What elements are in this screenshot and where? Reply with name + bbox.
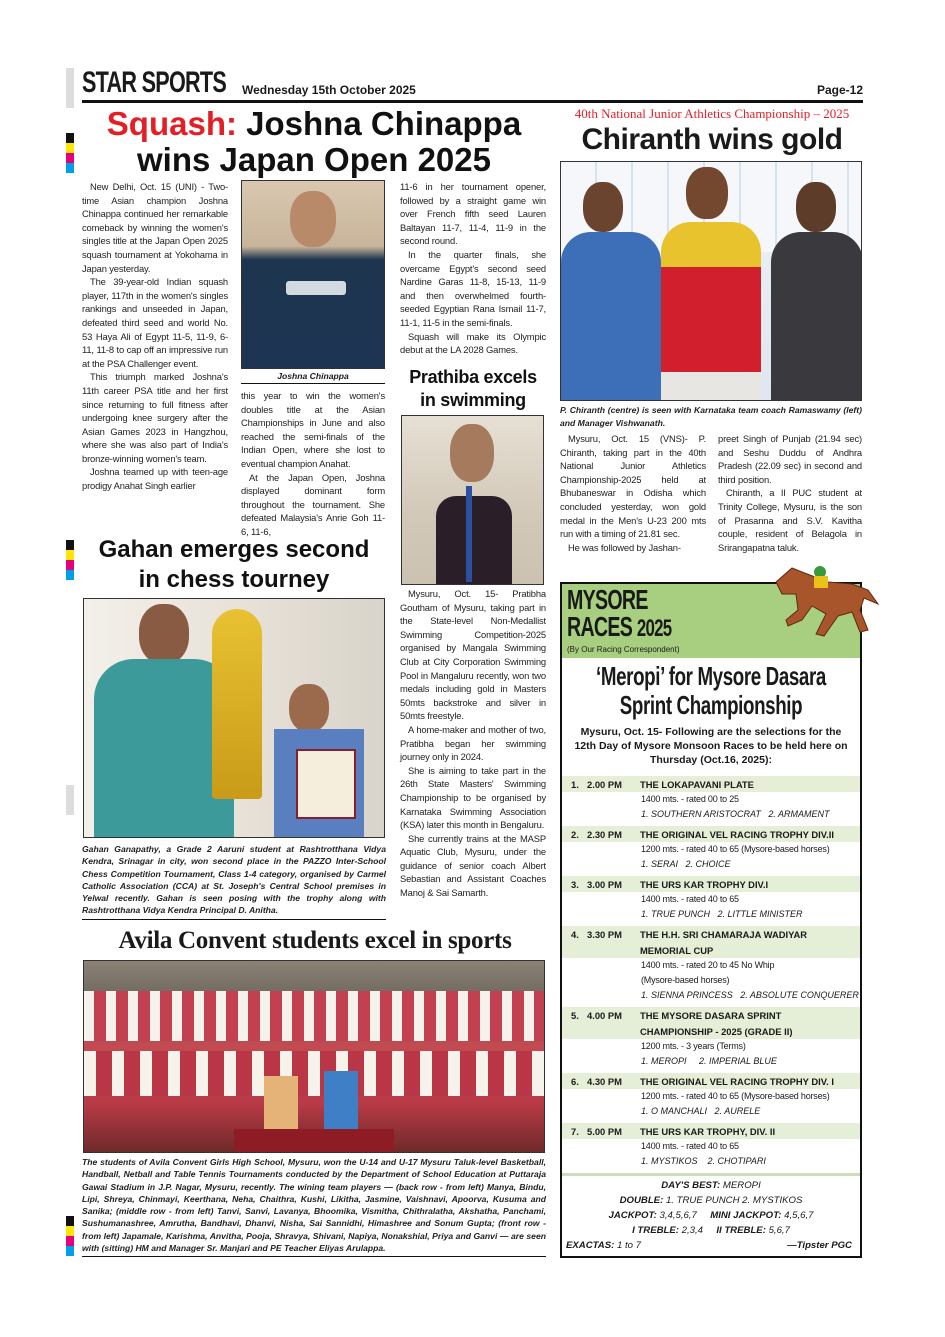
page-number: Page-12 [816, 83, 863, 97]
paragraph: 2025 [636, 615, 672, 642]
race-number: 4. [571, 928, 579, 940]
paragraph: Mysuru, Oct. 15 (VNS)- P. Chiranth, taking part in the 40th National Junior Athletics Championship-2025 held at Bhubaneswar in Odisha which concluded yesterday, won gold medal in the Men's U-23 200 mts run with a timing of 21.81 sec. [560, 433, 706, 540]
paragraph: MEROPI [722, 1180, 761, 1191]
race-entry [562, 926, 860, 1003]
paragraph: 1. TRUE PUNCH 2. MYSTIKOS [665, 1195, 803, 1206]
race-entry [562, 776, 860, 822]
paragraph: At the Japan Open, Joshna displayed dominant form throughout the tournament. She defeated Malaysia's Anrie Goh 11-6, 11-6, [241, 471, 385, 537]
racehorse-icon [768, 560, 880, 646]
race-name: CHAMPIONSHIP - 2025 (GRADE II) [640, 1025, 793, 1037]
paragraph: 3,4,5,6,7 [659, 1210, 697, 1221]
header-rule [82, 100, 863, 103]
registration-bar [66, 68, 74, 108]
race-name: THE MYSORE DASARA SPRINT [640, 1009, 782, 1021]
headline-part: wins Japan Open 2025 [137, 141, 491, 178]
avila-headline: Avila Convent students excel in sports [118, 927, 512, 954]
race-name: MEMORIAL CUP [640, 944, 714, 956]
chiranth-photo [560, 161, 862, 401]
paragraph: MYSORE [567, 584, 648, 615]
race-entry [562, 876, 860, 922]
athletics-col1 [560, 432, 706, 554]
race-name: THE URS KAR TROPHY, DIV. II [640, 1125, 776, 1137]
paragraph: DOUBLE: [619, 1195, 664, 1206]
race-name: THE H.H. SRI CHAMARAJA WADIYAR [640, 928, 808, 940]
squash-col2 [241, 389, 385, 539]
paragraph: Gahan emerges second [98, 536, 370, 563]
paragraph: preet Singh of Punjab (21.94 sec) and Seshu Duddu of Andhra Pradesh (22.09 sec) in second and third position. [718, 433, 862, 485]
race-entry [562, 826, 860, 872]
race-number: 3. [571, 878, 579, 890]
race-tips: 1. MEROPI 2. IMPERIAL BLUE [641, 1056, 777, 1066]
swimming-headline [396, 366, 550, 412]
masthead: STAR SPORTS [82, 66, 227, 99]
race-details: 1400 mts. - rated 40 to 65 [641, 894, 739, 904]
headline-part: Joshna Chinappa [236, 105, 522, 142]
paragraph: Prathiba excels [409, 367, 537, 387]
race-tips: 1. O MANCHALI 2. AURELE [641, 1106, 761, 1116]
race-time: 4.00 PM [587, 1009, 622, 1021]
athletics-headline: Chiranth wins gold [581, 123, 843, 156]
race-tips: 1. TRUE PUNCH 2. LITTLE MINISTER [641, 909, 803, 919]
pratibha-photo [401, 415, 544, 585]
paragraph: Sprint Championship [619, 690, 803, 720]
race-header [562, 776, 860, 792]
headline-red-part: Squash: [106, 105, 237, 142]
athletics-kicker: 40th National Junior Athletics Championship – 2025 [574, 106, 850, 121]
issue-date: Wednesday 15th October 2025 [242, 83, 416, 97]
paragraph: 5,6,7 [768, 1225, 790, 1236]
race-time: 2.30 PM [587, 828, 622, 840]
paragraph: She currently trains at the MASP Aquatic Club, Mysuru, under the guidance of senior coach Albert Sebastian and Assistant Coaches Manoj & Sai Samarth. [400, 832, 546, 899]
paragraph: Squash will make its Olympic debut at the LA 2028 Games. [400, 330, 546, 356]
race-header [562, 1023, 860, 1039]
swimming-body [400, 587, 546, 900]
photo-caption: Joshna Chinappa [241, 371, 385, 384]
asics-logo [286, 281, 346, 295]
paragraph: RACES [567, 611, 633, 642]
race-number: 2. [571, 828, 579, 840]
paragraph: DAY'S BEST: [661, 1180, 721, 1191]
paragraph: This triumph marked Joshna's 11th career PSA title and her first since returning to full fitness after undergoing knee surgery after the Asian Games 2023 in Hangzhou, where she was also part of India's bronze-winning women's team. [82, 371, 228, 464]
races-title [567, 586, 671, 642]
paragraph: Joshna teamed up with teen-age prodigy Anahat Singh earlier [82, 466, 228, 492]
paragraph: I TREBLE: [632, 1225, 679, 1236]
paragraph: EXACTAS: [566, 1240, 615, 1251]
race-number: 6. [571, 1075, 579, 1087]
races-byline: (By Our Racing Correspondent) [567, 645, 680, 654]
race-entry [562, 1073, 860, 1119]
race-number: 5. [571, 1009, 579, 1021]
paragraph: JACKPOT: [608, 1210, 657, 1221]
paragraph: MINI JACKPOT: [710, 1210, 782, 1221]
race-details: 1200 mts. - rated 40 to 65 (Mysore-based horses) [641, 1091, 830, 1101]
paragraph: this year to win the women's doubles title at the Asian Championships in June and also reached the semi-finals of the Indian Open, where she lost to eventual champion Anahat. [241, 390, 385, 469]
paragraph: New Delhi, Oct. 15 (UNI) - Two-time Asian champion Joshna Chinappa continued her remarkable comeback by winning the women's singles title at the Japan Open 2025 squash tournament at Yokohama in Japan yesterday. [82, 181, 228, 274]
race-time: 2.00 PM [587, 778, 622, 790]
race-details: 1400 mts. - rated 20 to 45 No Whip [641, 960, 775, 970]
squash-col1 [82, 180, 228, 493]
squash-headline [78, 106, 550, 178]
paragraph: in swimming [420, 390, 526, 410]
avila-caption: The students of Avila Convent Girls High School, Mysuru, won the U-14 and U-17 Mysuru Taluk-level Basketball, Handball, Netball and Table Tennis Tournaments conducted by the Department of School Education at Puttaraja Gawai Stadium in J.P. Nagar, Mysuru, recently. The wining team players — (back row - from left) Manya, Bindu, Lipi, Shreya, Chinmayi, Keerthana, Neha, Chaithra, Kushi, Likitha, Jasmine, Vaishnavi, Apoorva, Kusuma and Sanika; (middle row - from left) Tanvi, Sanvi, Lavanya, Bhoomika, Vismitha, Chithralatha, Akshatha, Panchami, Sushumanashree, Amrutha, Bandhavi, Dhanvi, Nisha, Sai Sannidhi, Himashree and Sonum Gupta; (front row - from left) Japamale, Karishma, Anvitha, Pooja, Shravya, Shivani, Napiya, Nonakshial, Priya and Ganvi — are seen with (sitting) HM and Manager Sr. Manjari and PE Teacher Eliyas Arulappa. [82, 1156, 546, 1257]
race-header [562, 1073, 860, 1089]
race-time: 5.00 PM [587, 1125, 622, 1137]
paragraph: He was followed by Jashan- [568, 541, 681, 553]
paragraph: 11-6 in her tournament opener, followed by a straight game win over French fifth seed Lauren Baltayan 11-7, 11-4, 11-9 in the second round. [400, 181, 546, 247]
joshna-chinappa-photo [241, 180, 385, 369]
squash-col3 [400, 180, 546, 357]
paragraph: —Tipster PGC [787, 1240, 852, 1251]
paragraph: 1 to 7 [617, 1240, 642, 1251]
race-header [562, 826, 860, 842]
race-number: 1. [571, 778, 579, 790]
race-time: 4.30 PM [587, 1075, 622, 1087]
paragraph: ‘Meropi’ for Mysore Dasara [596, 661, 826, 691]
paragraph: 4,5,6,7 [784, 1210, 814, 1221]
race-number: 7. [571, 1125, 579, 1137]
race-name: THE ORIGINAL VEL RACING TROPHY DIV.II [640, 828, 834, 840]
certificate [296, 749, 356, 819]
race-time: 3.00 PM [587, 878, 622, 890]
race-tips: 1. MYSTIKOS 2. CHOTIPARI [641, 1156, 766, 1166]
race-header [562, 1007, 860, 1023]
race-entries [562, 776, 860, 1169]
race-details: 1200 mts. - 3 years (Terms) [641, 1041, 746, 1051]
races-intro: Mysuru, Oct. 15- Following are the selections for the 12th Day of Mysore Monsoon Races to be held here on Thursday (Oct.16, 2025): [574, 726, 848, 766]
race-entry [562, 1007, 860, 1069]
chess-caption: Gahan Ganapathy, a Grade 2 Aaruni student at Rashtrotthana Vidya Kendra, Srinagar in city, won second place in the PAZZO Inter-School Chess Competition Tournament, Class 1-4 category, organised by Carmel Catholic Association (CCA) at St. Joseph's Central School premises in Yelwal recently. Gahan is seen posing with the trophy along with Rashtrotthana Vidya Kendra Principal D. Anitha. [82, 843, 386, 920]
races-headline [501, 662, 921, 720]
race-details: 1400 mts. - rated 40 to 65 [641, 1141, 739, 1151]
race-header [562, 1123, 860, 1139]
chess-headline [82, 535, 386, 595]
race-list [562, 776, 860, 1253]
paragraph: II TREBLE: [716, 1225, 766, 1236]
race-details: 1400 mts. - rated 00 to 25 [641, 794, 739, 804]
paragraph: Chiranth, a II PUC student at Trinity College, Mysuru, is the son of Prasanna and S.V. Kavitha couple, resident of Belagola in Srirangapatna taluk. [718, 487, 862, 553]
race-name: THE URS KAR TROPHY DIV.I [640, 878, 769, 890]
race-header [562, 942, 860, 958]
race-tips: 1. SOUTHERN ARISTOCRAT 2. ARMAMENT [641, 809, 830, 819]
race-time: 3.30 PM [587, 928, 622, 940]
race-entry [562, 1123, 860, 1169]
paragraph: In the quarter finals, she overcame Egypt's second seed Nardine Garas 11-8, 15-13, 11-9 and then overwhelmed fourth-seeded Egyptian Rana Ismail 11-7, 11-1, 11-5 in the semi-finals. [400, 248, 546, 328]
tips-summary [562, 1176, 860, 1253]
paragraph: 2,3,4 [681, 1225, 703, 1236]
race-details: 1200 mts. - rated 40 to 65 (Mysore-based horses) [641, 844, 830, 854]
race-details: (Mysore-based horses) [641, 975, 730, 985]
race-header [562, 876, 860, 892]
trophy-icon [212, 609, 262, 799]
paragraph: in chess tourney [138, 566, 330, 593]
paragraph: Mysuru, Oct. 15- Pratibha Goutham of Mysuru, taking part in the State-level Non-Medallist Swimming Competition-2025 organised by Mangala Swimming Club at City Corporation Swimming Pool in Mangaluru recently, won two medals including gold in Masters 50mts backstroke and silver in 50mts freestyle. [400, 588, 546, 722]
paragraph: She is aiming to take part in the 26th State Masters' Swimming Championship to be organised by Karnataka Swimming Association (KSA) later this month in Bengaluru. [400, 764, 546, 831]
avila-team-photo [83, 960, 545, 1153]
race-tips: 1. SERAI 2. CHOICE [641, 859, 731, 869]
athletics-col2 [718, 432, 862, 554]
race-name: THE ORIGINAL VEL RACING TROPHY DIV. I [640, 1075, 834, 1087]
gahan-trophy-photo [83, 598, 385, 838]
race-header [562, 926, 860, 942]
athletics-caption: P. Chiranth (centre) is seen with Karnataka team coach Ramaswamy (left) and Manager Vishwanath. [560, 405, 862, 428]
paragraph: The 39-year-old Indian squash player, 117th in the women's singles rankings and unseeded in Japan, defeated third seed and world No. 53 Haya Ali of Egypt 11-5, 11-9, 6-11, 11-8 to cap off an impressive run at the PSA Challenger event. [82, 276, 228, 369]
race-name: THE LOKAPAVANI PLATE [640, 778, 754, 790]
paragraph: A home-maker and mother of two, Pratibha began her swimming journey only in 2024. [400, 723, 546, 763]
race-tips: 1. SIENNA PRINCESS 2. ABSOLUTE CONQUERER [641, 990, 859, 1000]
